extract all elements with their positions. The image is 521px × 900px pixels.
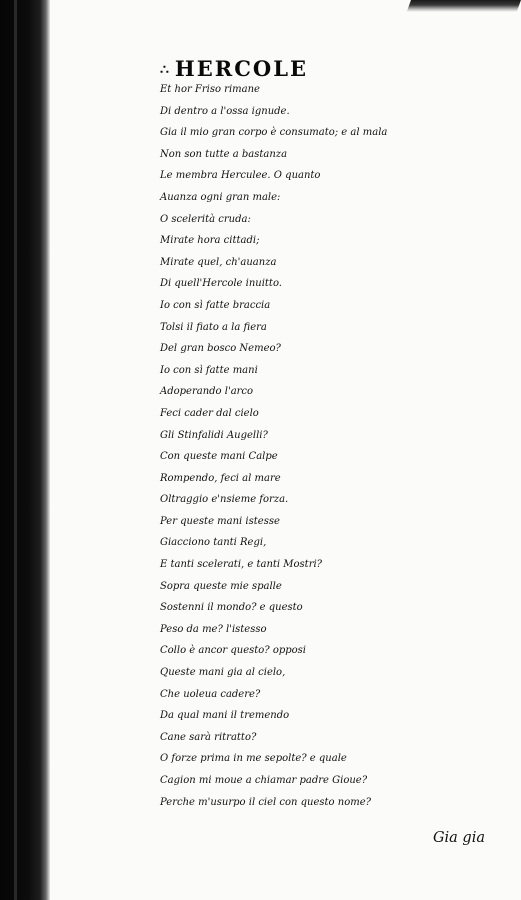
verse-line: Sostenni il mondo? e questo [160, 602, 303, 614]
verse-line: Per queste mani istesse [160, 515, 280, 527]
verse-line: Et hor Friso rimane [160, 84, 260, 95]
verse-line: Di dentro a l'ossa ignude. [160, 105, 290, 117]
verse-line: Di quell'Hercole inuitto. [160, 278, 282, 290]
verse-line: Cagion mi moue a chiamar padre Gioue? [160, 775, 368, 786]
verse-line: Collo è ancor questo? opposi [160, 645, 306, 657]
page-marker: ∴ [160, 62, 169, 78]
verse-line: Giacciono tanti Regi, [160, 537, 267, 549]
verse-line: O forze prima in me sepolte? e quale [160, 753, 347, 765]
verse-line: E tanti scelerati, e tanti Mostri? [160, 559, 323, 571]
verse-line: Feci cader dal cielo [160, 407, 259, 419]
verse-line: Rompendo, feci al mare [160, 472, 281, 484]
running-header [160, 56, 308, 81]
verse-line: Del gran bosco Nemeo? [160, 343, 281, 355]
verse-block [160, 79, 510, 813]
verse-line: Sopra queste mie spalle [160, 580, 282, 592]
verse-line: Che uoleua cadere? [160, 688, 261, 700]
verse-line: Mirate hora cittadi; [160, 235, 260, 247]
verse-line: Le membra Herculee. O quanto [160, 170, 321, 182]
verse-line: Gli Stinfalidi Augelli? [160, 429, 268, 441]
verse-line: Gia il mio gran corpo è consumato; e al mala [160, 127, 388, 139]
verse-line: Adoperando l'arco [160, 386, 254, 398]
verse-line: Io con sì fatte braccia [160, 299, 271, 311]
verse-line: Non son tutte a bastanza [160, 148, 288, 160]
verse-line: Oltraggio e'nsieme forza. [160, 494, 289, 506]
verse-line: Queste mani gia al cielo, [160, 667, 286, 679]
catchword: Gia gia [432, 830, 485, 846]
verse-line: Da qual mani il tremendo [160, 710, 290, 722]
running-title: HERCOLE [174, 56, 309, 81]
page-corner-shadow [407, 0, 521, 12]
verse-line: Mirate quel, ch'auanza [160, 256, 277, 268]
binding-gutter [0, 0, 50, 900]
verse-line: O scelerità cruda: [160, 213, 251, 225]
verse-line: Auanza ogni gran male: [160, 191, 281, 203]
gutter-edge-line [14, 0, 17, 900]
verse-line: Perche m'usurpo il ciel con questo nome? [160, 796, 371, 808]
verse-line: Peso da me? l'istesso [160, 623, 267, 635]
verse-line: Io con sì fatte mani [160, 364, 258, 376]
verse-line: Cane sarà ritratto? [160, 731, 257, 743]
verse-line: Con queste mani Calpe [160, 451, 278, 463]
verse-line: Tolsi il fiato a la fiera [160, 321, 267, 333]
